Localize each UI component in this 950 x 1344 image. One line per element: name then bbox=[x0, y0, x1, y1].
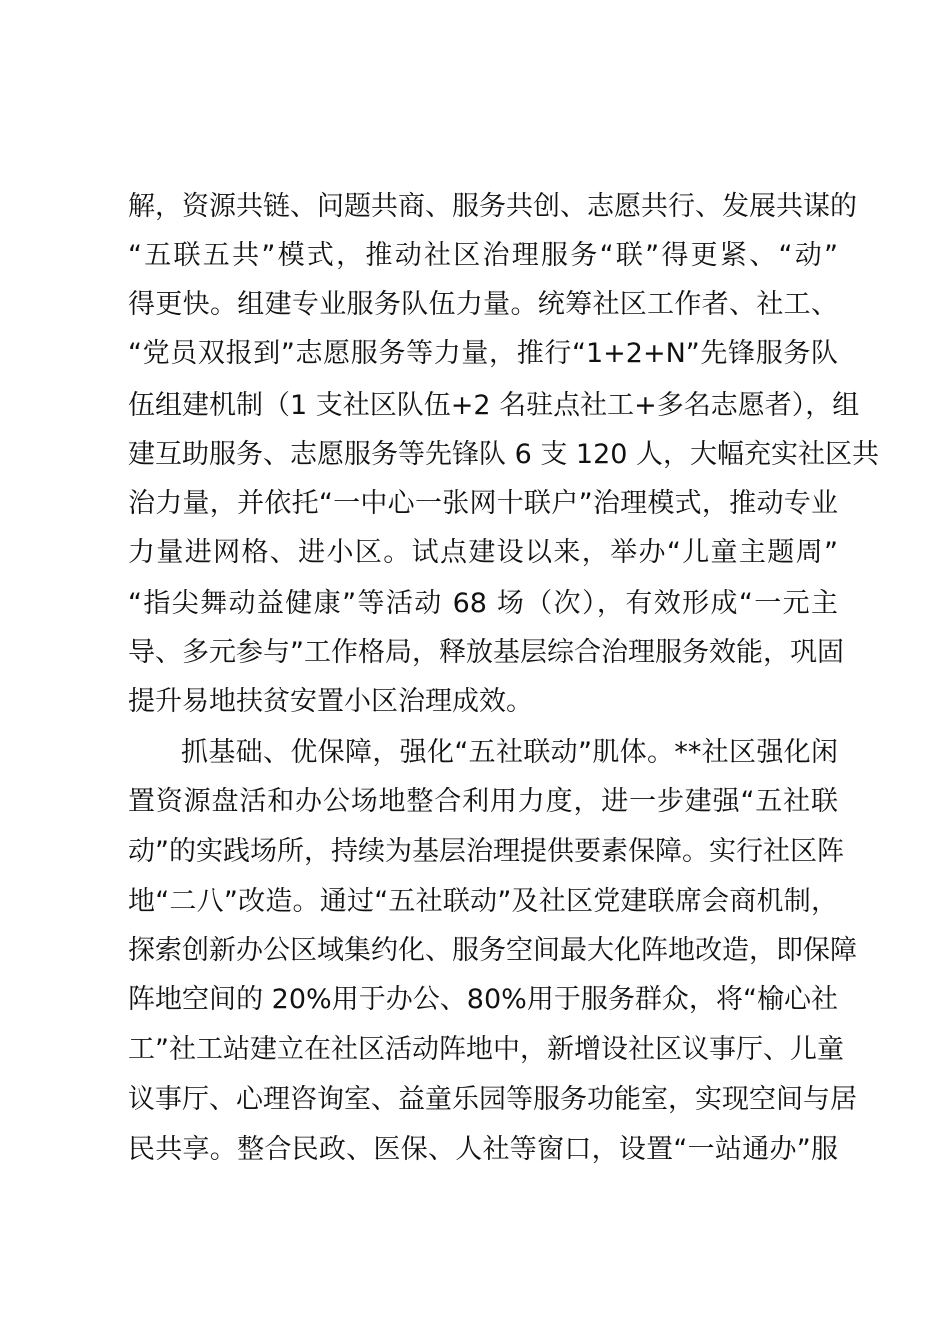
paragraph-line: 工”社工站建立在社区活动阵地中，新增设社区议事厅、儿童 bbox=[128, 1034, 844, 1065]
paragraph-line: 解，资源共链、问题共商、服务共创、志愿共行、发展共谋的 bbox=[128, 191, 857, 222]
paragraph-line: “党员双报到”志愿服务等力量，推行“1+2+N”先锋服务队 bbox=[128, 338, 839, 369]
paragraph-line: 伍组建机制（1 支社区队伍+2 名驻点社工+多名志愿者），组 bbox=[128, 390, 860, 421]
paragraph-line: “五联五共”模式，推动社区治理服务“联”得更紧、“动” bbox=[128, 240, 838, 271]
paragraph-line: 提升易地扶贫安置小区治理成效。 bbox=[128, 686, 533, 717]
paragraph-line: 抓基础、优保障，强化“五社联动”肌体。**社区强化闲 bbox=[181, 737, 838, 768]
paragraph-line: 建互助服务、志愿服务等先锋队 6 支 120 人，大幅充实社区共 bbox=[128, 439, 880, 470]
paragraph-line: 置资源盘活和办公场地整合利用力度，进一步建强“五社联 bbox=[128, 786, 838, 817]
paragraph-line: 议事厅、心理咨询室、益童乐园等服务功能室，实现空间与居 bbox=[128, 1084, 857, 1115]
paragraph-line: 地“二八”改造。通过“五社联动”及社区党建联席会商机制， bbox=[128, 886, 838, 917]
paragraph-line: 阵地空间的 20%用于办公、80%用于服务群众，将“榆心社 bbox=[128, 984, 838, 1015]
paragraph-line: 民共享。整合民政、医保、人社等窗口，设置“一站通办”服 bbox=[128, 1134, 838, 1165]
paragraph-line: 动”的实践场所，持续为基层治理提供要素保障。实行社区阵 bbox=[128, 836, 844, 867]
paragraph-line: 得更快。组建专业服务队伍力量。统筹社区工作者、社工、 bbox=[128, 289, 838, 320]
paragraph-line: 导、多元参与”工作格局，释放基层综合治理服务效能，巩固 bbox=[128, 637, 844, 668]
paragraph-line: “指尖舞动益健康”等活动 68 场（次），有效形成“一元主 bbox=[128, 588, 838, 619]
paragraph-line: 力量进网格、进小区。试点建设以来，举办“儿童主题周” bbox=[128, 537, 838, 568]
paragraph-line: 治力量，并依托“一中心一张网十联户”治理模式，推动专业 bbox=[128, 488, 838, 519]
paragraph-line: 探索创新办公区域集约化、服务空间最大化阵地改造，即保障 bbox=[128, 935, 857, 966]
